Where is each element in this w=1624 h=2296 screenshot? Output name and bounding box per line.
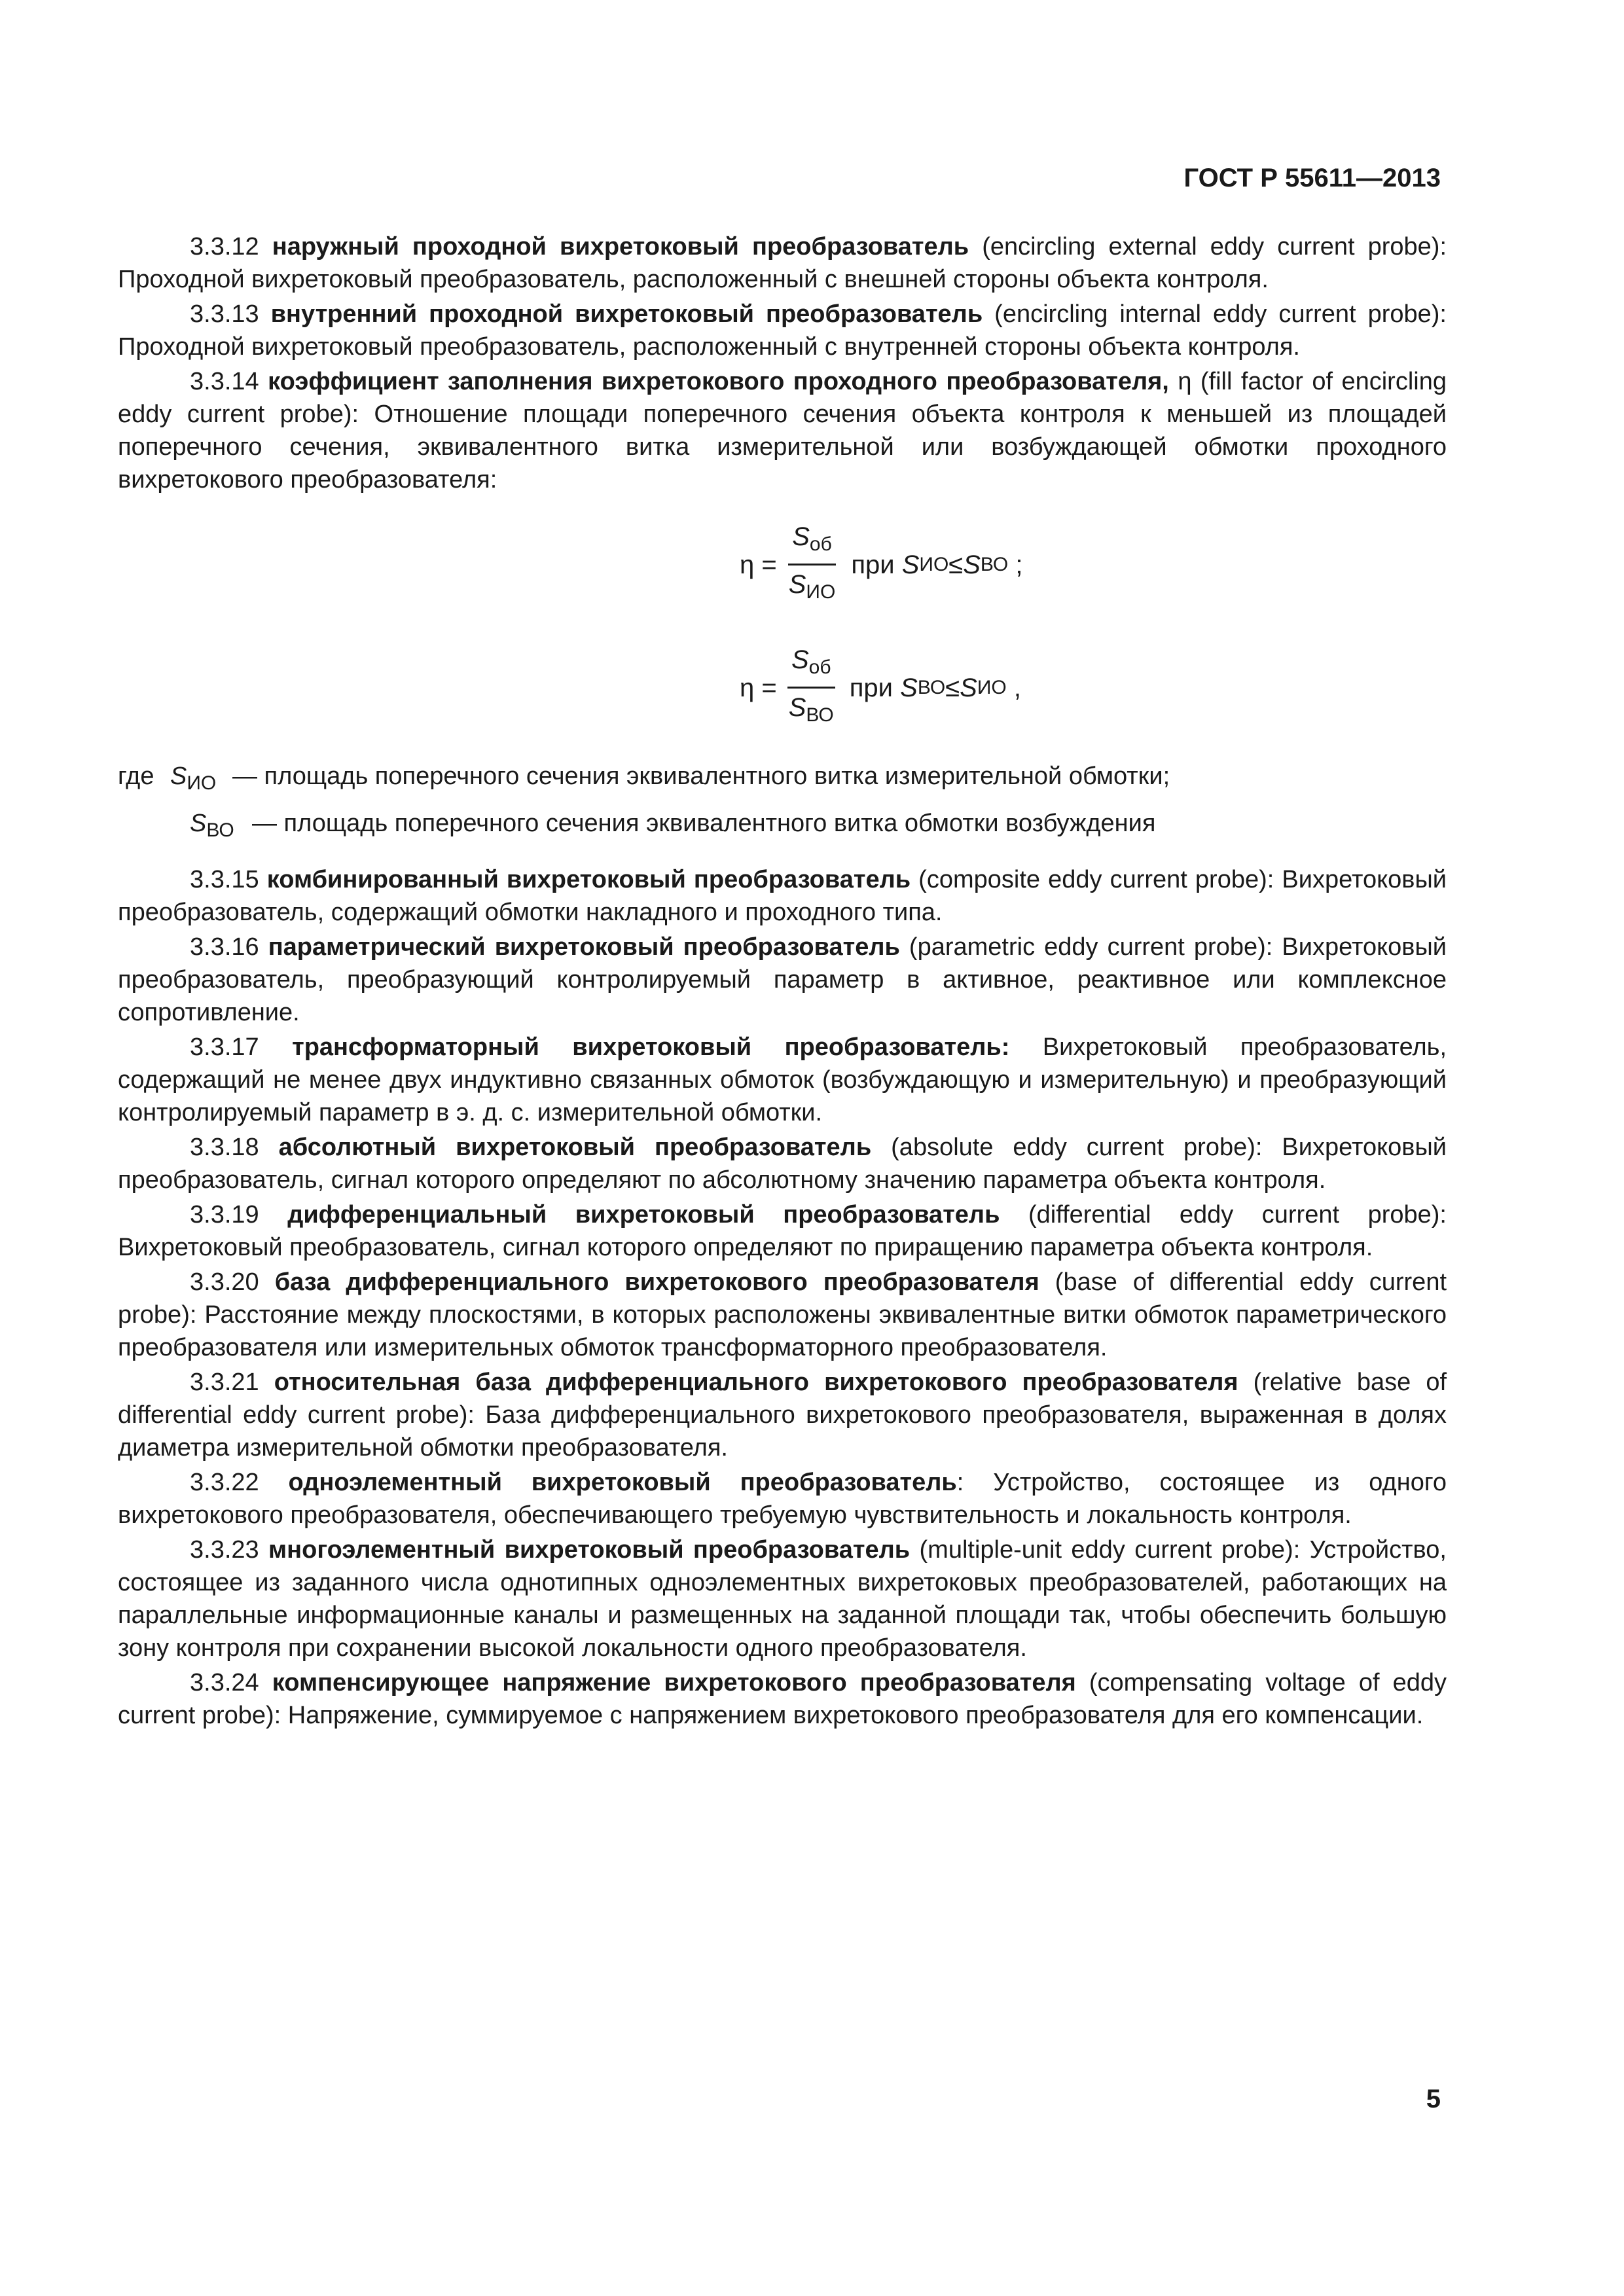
defined-term: база дифференциального вихретокового преобразователя (274, 1268, 1039, 1296)
where-description: — площадь поперечного сечения эквивалентного витка обмотки возбуждения (252, 810, 1156, 837)
defined-term: параметрический вихретоковый преобразователь (268, 933, 900, 961)
clause-number: 3.3.14 (190, 368, 259, 395)
definition-paragraph (118, 1534, 1447, 1664)
definition-text: (multiple-unit eddy current probe): Устройство, состоящее из заданного числа однотипных одноэлементных вихретоковых преобразователей, работающих на параллельные информационные каналы и размещенных на заданной площади так, чтобы обеспечить большую зону контроля при сохранении высокой локальности одного преобразователя. (118, 1536, 1447, 1662)
eta-symbol: η = (740, 550, 777, 579)
definition-paragraph (118, 1666, 1447, 1732)
definition-paragraph (118, 1466, 1447, 1532)
definition-paragraph (118, 931, 1447, 1029)
clause-number: 3.3.13 (190, 300, 259, 328)
definition-paragraph (118, 1198, 1447, 1264)
definition-text: (differential eddy current probe): Вихретоковый преобразователь, сигнал которого определяют по приращению параметра объекта контроля. (118, 1201, 1447, 1261)
document-body (118, 230, 1447, 1734)
clause-number: 3.3.16 (190, 933, 259, 961)
definition-paragraph (118, 1266, 1447, 1364)
fraction: $\frac{S_{об}}{S_{ИО}}$ (785, 520, 840, 609)
fraction: $\frac{S_{об}}{S_{ВО}}$ (785, 643, 838, 732)
page-number: 5 (1426, 2085, 1441, 2113)
clause-number: 3.3.24 (190, 1669, 259, 1696)
definition-paragraph (118, 365, 1447, 496)
definition-paragraph (118, 1366, 1447, 1464)
defined-term: дифференциальный вихретоковый преобразователь (287, 1201, 1000, 1229)
definition-text: (parametric eddy current probe): Вихретоковый преобразователь, преобразующий контролируемый параметр в активное, реактивное или комплексное сопротивление. (118, 933, 1447, 1026)
definition-text: Вихретоковый преобразователь, содержащий не менее двух индуктивно связанных обмоток (возбуждающую и измерительную) и преобразующий контролируемый параметр в э. д. с. измерительной обмотки. (118, 1033, 1447, 1126)
clause-number: 3.3.20 (190, 1268, 259, 1296)
defined-term: компенсирующее напряжение вихретокового преобразователя (272, 1669, 1076, 1696)
definition-text: η (fill factor of encircling eddy current probe): Отношение площади поперечного сечения объекта контроля к меньшей из площадей поперечного сечения, эквивалентного витка измерительной или возбуждающей обмотки проходного вихретокового преобразователя: (118, 368, 1447, 493)
clause-number: 3.3.23 (190, 1536, 259, 1564)
definition-text: (absolute eddy current probe): Вихретоковый преобразователь, сигнал которого определяют по абсолютному значению параметра объекта контроля. (118, 1134, 1447, 1194)
defined-term: комбинированный вихретоковый преобразователь (266, 866, 911, 893)
formula-1: η = $\frac{S_{об}}{S_{ИО}}$ при S ИО ≤ S ВО ; (118, 498, 1447, 629)
definition-text: (relative base of differential eddy current probe): База дифференциального вихретокового преобразователя, выраженная в долях диаметра измерительной обмотки преобразователя. (118, 1369, 1447, 1462)
clause-number: 3.3.17 (190, 1033, 259, 1061)
condition-word: при (849, 673, 893, 702)
definition-paragraph (118, 230, 1447, 296)
defined-term: многоэлементный вихретоковый преобразователь (268, 1536, 911, 1564)
condition-word: при (851, 550, 895, 579)
eta-symbol: η = (740, 673, 777, 702)
where-label: где (118, 762, 154, 790)
defined-term: наружный проходной вихретоковый преобразователь (272, 233, 969, 260)
definition-text: : Устройство, состоящее из одного вихретокового преобразователя, обеспечивающего требуемую чувствительность и локальность контроля. (118, 1469, 1447, 1529)
clause-number: 3.3.15 (190, 866, 259, 893)
definition-paragraph (118, 1131, 1447, 1196)
defined-term: трансформаторный вихретоковый преобразователь: (292, 1033, 1010, 1061)
definition-text: (base of differential eddy current probe): Расстояние между плоскостями, в которых расположены эквивалентные витки обмоток параметрического преобразователя или измерительных обмоток трансформаторного преобразователя. (118, 1268, 1447, 1361)
definition-text: (composite eddy current probe): Вихретоковый преобразователь, содержащий обмотки накладного и проходного типа. (118, 866, 1447, 926)
document-header: ГОСТ Р 55611—2013 (1183, 164, 1441, 192)
defined-term: абсолютный вихретоковый преобразователь (278, 1134, 872, 1161)
defined-term: коэффициент заполнения вихретокового проходного преобразователя, (268, 368, 1169, 395)
where-line-2: $S_{ВО}$ — площадь поперечного сечения эквивалентного витка обмотки возбуждения (118, 807, 1447, 848)
definition-paragraph (118, 1031, 1447, 1129)
definition-text: (compensating voltage of eddy current probe): Напряжение, суммируемое с напряжением вихретокового преобразователя для его компенсации. (118, 1669, 1447, 1729)
definitions-after (118, 863, 1447, 1732)
clause-number: 3.3.21 (190, 1369, 259, 1396)
clause-number: 3.3.19 (190, 1201, 259, 1229)
definition-paragraph (118, 863, 1447, 929)
where-description: — площадь поперечного сечения эквивалентного витка измерительной обмотки; (232, 762, 1170, 790)
definition-text: (encircling external eddy current probe): Проходной вихретоковый преобразователь, расположенный с внешней стороны объекта контроля. (118, 233, 1447, 293)
defined-term: внутренний проходной вихретоковый преобразователь (270, 300, 983, 328)
defined-term: относительная база дифференциального вихретокового преобразователя (274, 1369, 1238, 1396)
definition-text: (encircling internal eddy current probe): Проходной вихретоковый преобразователь, расположенный с внутренней стороны объекта контроля. (118, 300, 1447, 361)
where-line-1: где $S_{ИО}$ — площадь поперечного сечения эквивалентного витка измерительной обмотки; (118, 760, 1447, 800)
clause-number: 3.3.12 (190, 233, 259, 260)
clause-number: 3.3.18 (190, 1134, 259, 1161)
formula-2: η = $\frac{S_{об}}{S_{ВО}}$ при S ВО ≤ S ИО , (118, 629, 1447, 753)
clause-number: 3.3.22 (190, 1469, 259, 1496)
defined-term: одноэлементный вихретоковый преобразователь (288, 1469, 957, 1496)
definition-paragraph (118, 298, 1447, 363)
definitions-before (118, 230, 1447, 496)
